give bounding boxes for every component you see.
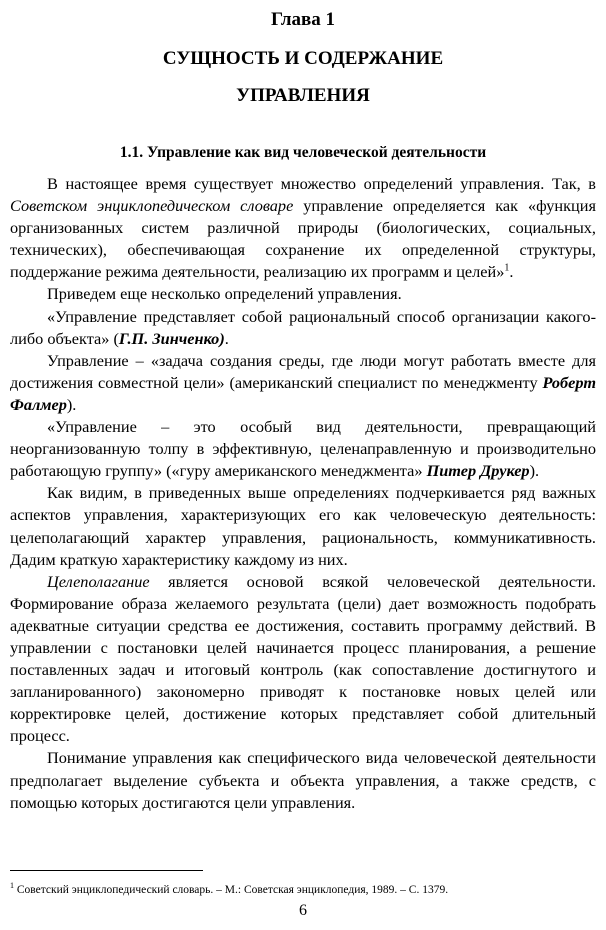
paragraph-5-text-a: «Управление – это особый вид деятельности, превращающий неорганизованную толпу в эффективную, целенаправленную и производительно работающую группу» («гуру американского менеджмента» bbox=[10, 417, 596, 481]
encyclopedia-title: Советском энциклопедическом словаре bbox=[10, 196, 294, 216]
paragraph-3-text-b: . bbox=[224, 328, 229, 348]
paragraph-1-text-c: управление определяется как «функция организованных систем различной природы (биологических, социальных, технических), обеспечивающая сохранение их определенной структуры, поддержание режима деятельности, реализацию их программ и целей» bbox=[10, 196, 596, 282]
paragraph-3-text-a: «Управление представляет собой рациональный способ организации какого-либо объекта» ( bbox=[10, 306, 596, 348]
footnote-text: Советский энциклопедический словарь. – М.: Советская энциклопедия, 1989. – С. 1379. bbox=[14, 883, 449, 896]
paragraph-4-text-a: Управление – «задача создания среды, где люди могут работать вместе для достижения совместной цели» (американский специалист по менеджменту bbox=[10, 350, 596, 392]
paragraph-7-text: является основой всякой человеческой деятельности. Формирование образа желаемого результата (цели) дает возможность подобрать адекватные ситуации средства ее достижения, составить программу действий. В управлении с постановки целей начинается процесс планирования, а решение поставленных задач и итоговый контроль (как сопоставление достигнутого и запланированного) закономерно приводят к постановке новых целей или корректировке целей, достижение которых представляет собой длительный процесс. bbox=[10, 571, 596, 746]
paragraph-6: Как видим, в приведенных выше определениях подчеркивается ряд важных аспектов управления, характеризующих его как человеческую деятельность: целеполагающий характер управления, рациональность, коммуникативность. Дадим краткую характеристику каждому из них. bbox=[10, 483, 596, 569]
chapter-title-line-2: УПРАВЛЕНИЯ bbox=[236, 85, 370, 106]
page-number: 6 bbox=[299, 902, 307, 919]
chapter-title-line-1: СУЩНОСТЬ И СОДЕРЖАНИЕ bbox=[162, 48, 444, 69]
footnote bbox=[10, 878, 600, 898]
paragraph-5-text-b: ). bbox=[529, 461, 540, 481]
author-zinchenko: Г.П. Зинченко) bbox=[118, 328, 225, 348]
paragraph-3 bbox=[10, 306, 596, 350]
paragraph-7 bbox=[10, 571, 596, 748]
body-text bbox=[10, 173, 596, 814]
author-fulmer: Роберт Фалмер bbox=[10, 372, 596, 414]
footnote-divider bbox=[10, 870, 203, 871]
chapter-title bbox=[0, 40, 606, 114]
chapter-label: Глава 1 bbox=[270, 9, 336, 30]
footnote-marker: 1 bbox=[10, 881, 14, 890]
section-title: 1.1. Управление как вид человеческой деятельности bbox=[119, 144, 487, 161]
paragraph-4 bbox=[10, 350, 596, 416]
paragraph-1-text-d: . bbox=[509, 262, 514, 282]
paragraph-4-text-b: ). bbox=[66, 394, 77, 414]
paragraph-1 bbox=[10, 173, 596, 283]
paragraph-5 bbox=[10, 416, 596, 482]
paragraph-1-text-a: В настоящее время существует множество определений управления. Так, в bbox=[47, 174, 596, 193]
author-drucker: Питер Друкер bbox=[426, 461, 530, 481]
term-goal-setting: Целеполагание bbox=[47, 571, 150, 591]
footnote-reference[interactable]: 1 bbox=[504, 262, 510, 274]
paragraph-2: Приведем еще несколько определений управления. bbox=[47, 284, 402, 304]
paragraph-8: Понимание управления как специфического вида человеческой деятельности предполагает выделение субъекта и объекта управления, а также средств, с помощью которых достигаются цели управления. bbox=[10, 748, 596, 812]
